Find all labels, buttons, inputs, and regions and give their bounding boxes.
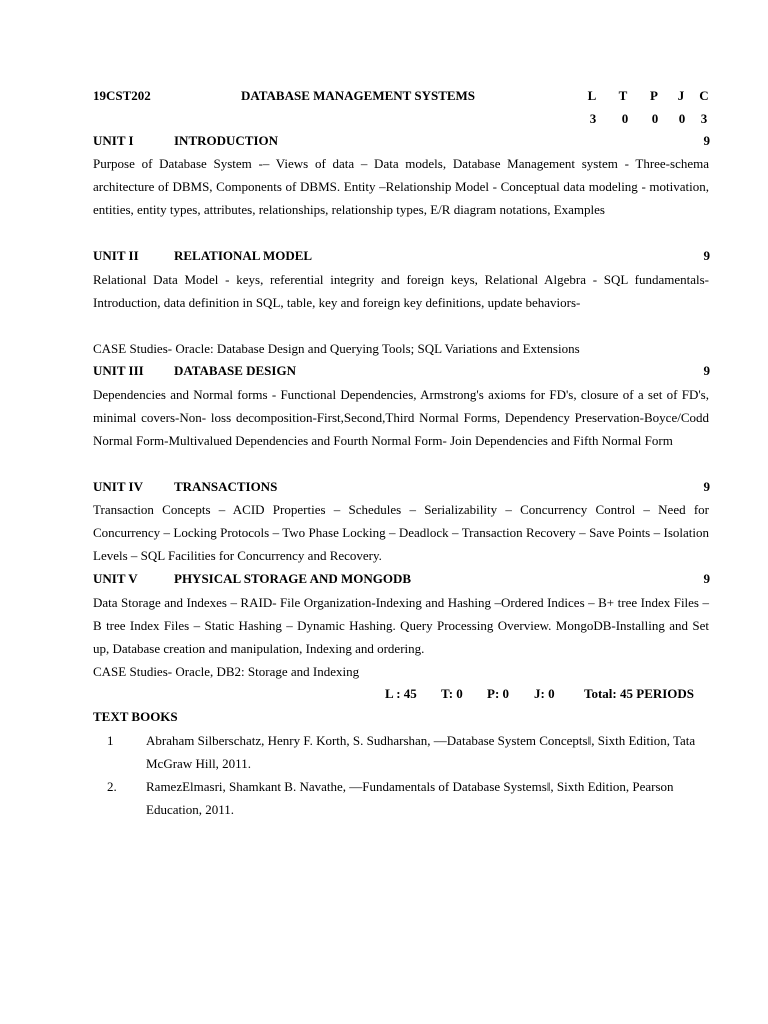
value-p: 0 (651, 111, 659, 126)
label-p: P (650, 88, 658, 103)
course-title: DATABASE MANAGEMENT SYSTEMS (241, 88, 476, 103)
course-code: 19CST202 (93, 88, 151, 103)
unit-name: DATABASE DESIGN (174, 363, 296, 378)
ltpjc-values (0, 111, 768, 127)
unit-name: TRANSACTIONS (174, 479, 278, 494)
unit-hours: 9 (703, 248, 710, 263)
text-books-heading: TEXT BOOKS (93, 709, 178, 724)
unit-number: UNIT II (93, 248, 139, 263)
unit-name: RELATIONAL MODEL (174, 248, 313, 263)
total-periods: Total: 45 PERIODS (584, 686, 695, 701)
text-book-entry: RamezElmasri, Shamkant B. Navathe, ―Fundamentals of Database Systems‖, Sixth Edition, Pearson Education, 2011. (146, 779, 674, 817)
unit-1-content: Purpose of Database System -– Views of data – Data models, Database Management system - Three-schema architecture of DBMS, Components of DBMS. Entity –Relationship Model - Conceptual data modeling - motivation, entities, entity types, attributes, relationships, relationship types, E/R diagram notations, Examples (93, 156, 709, 217)
unit-4-content: Transaction Concepts – ACID Properties – Schedules – Serializability – Concurrency Control – Need for Concurrency – Locking Protocols – Two Phase Locking – Deadlock – Transaction Recovery – Save Points – Isolation Levels – SQL Facilities for Concurrency and Recovery. (93, 502, 709, 563)
unit-hours: 9 (703, 363, 710, 378)
unit-name: PHYSICAL STORAGE AND MONGODB (174, 571, 412, 586)
unit-number: UNIT V (93, 571, 138, 586)
label-l: L (587, 88, 597, 103)
value-t: 0 (621, 111, 629, 126)
label-c: C (699, 88, 709, 103)
unit-2-case-study: CASE Studies- Oracle: Database Design and Querying Tools; SQL Variations and Extensions (93, 341, 580, 356)
total-t: T: 0 (441, 686, 463, 701)
total-j: J: 0 (534, 686, 555, 701)
unit-5-case-study: CASE Studies- Oracle, DB2: Storage and Indexing (93, 664, 360, 679)
unit-2-content: Relational Data Model - keys, referential integrity and foreign keys, Relational Algebra - SQL fundamentals- Introduction, data definition in SQL, table, key and foreign key definitions, update behaviors- (93, 272, 709, 310)
unit-hours: 9 (703, 133, 710, 148)
unit-5-content: Data Storage and Indexes – RAID- File Organization-Indexing and Hashing –Ordered Indices – B+ tree Index Files – B tree Index Files – Static Hashing – Dynamic Hashing. Query Processing Overview. MongoDB-Installing and Set up, Database creation and manipulation, Indexing and ordering. (93, 595, 709, 656)
unit-number: UNIT III (93, 363, 144, 378)
value-j: 0 (678, 111, 686, 126)
value-l: 3 (589, 111, 597, 126)
unit-3-content: Dependencies and Normal forms - Functional Dependencies, Armstrong's axioms for FD's, closure of a set of FD's, minimal covers-Non- loss decomposition-First,Second,Third Normal Forms, Dependency Preservation-Boyce/Codd Normal Form-Multivalued Dependencies and Fourth Normal Form- Join Dependencies and Fifth Normal Form (93, 387, 709, 448)
unit-number: UNIT I (93, 133, 134, 148)
unit-hours: 9 (703, 479, 710, 494)
text-book-number: 1 (107, 733, 114, 748)
unit-name: INTRODUCTION (174, 133, 279, 148)
unit-number: UNIT IV (93, 479, 143, 494)
label-t: T (618, 88, 628, 103)
total-p: P: 0 (487, 686, 510, 701)
label-j: J (677, 88, 685, 103)
total-l: L : 45 (385, 686, 417, 701)
text-book-number: 2. (107, 779, 117, 794)
unit-hours: 9 (703, 571, 710, 586)
value-c: 3 (700, 111, 708, 126)
ltpjc-labels (0, 88, 768, 104)
text-book-entry: Abraham Silberschatz, Henry F. Korth, S. Sudharshan, ―Database System Concepts‖, Sixth Edition, Tata McGraw Hill, 2011. (146, 733, 696, 771)
